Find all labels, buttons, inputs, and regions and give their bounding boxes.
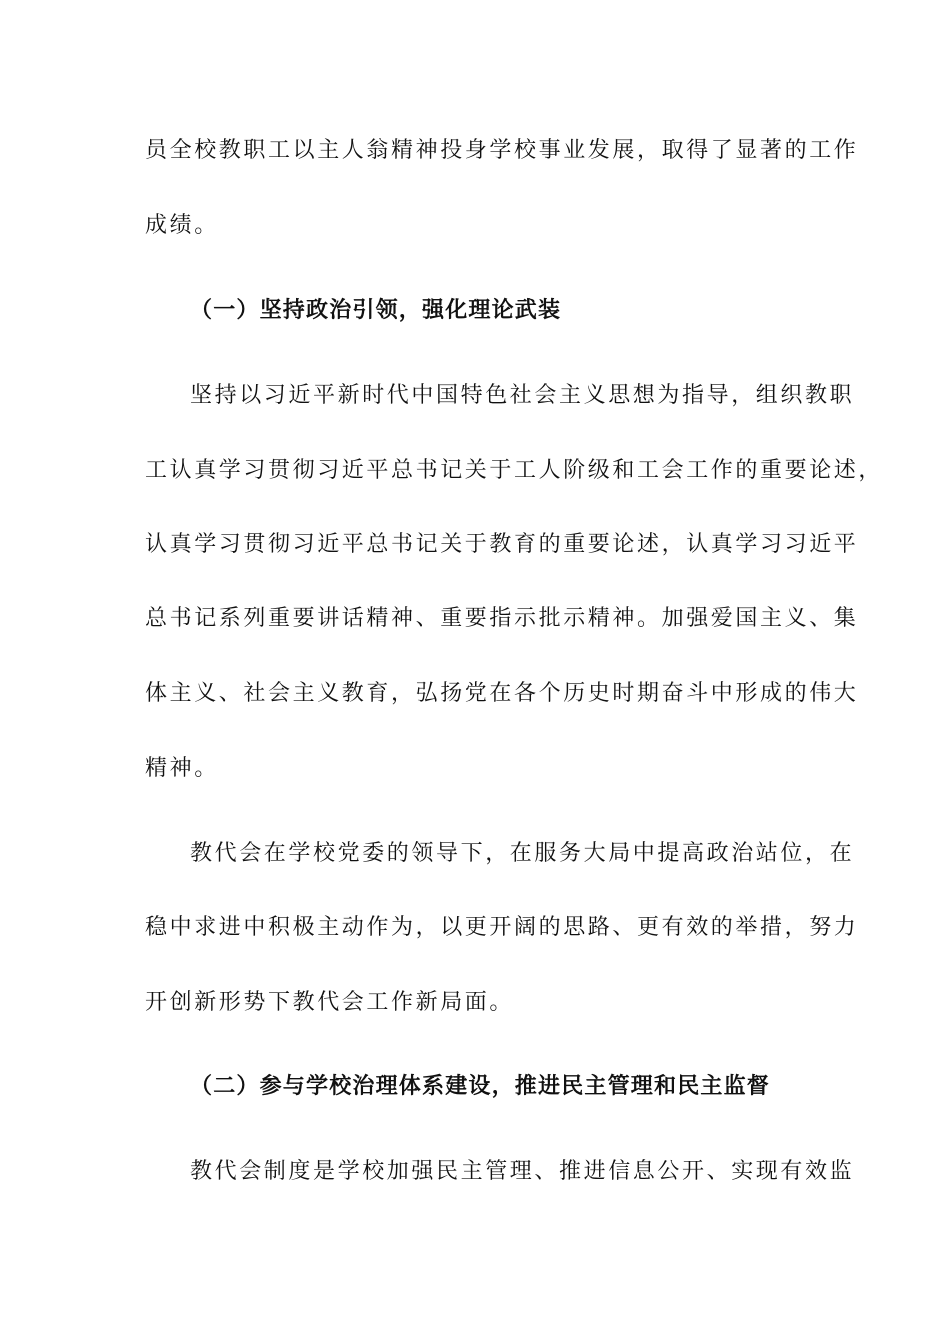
paragraph-line: 总书记系列重要讲话精神、重要指示批示精神。加强爱国主义、集 <box>145 606 859 631</box>
paragraph-line: 精神。 <box>145 756 219 781</box>
paragraph-line: 开创新形势下教代会工作新局面。 <box>145 990 515 1015</box>
paragraph-line: 稳中求进中积极主动作为，以更开阔的思路、更有效的举措，努力 <box>145 915 859 940</box>
paragraph-line: 工认真学习贯彻习近平总书记关于工人阶级和工会工作的重要论述， <box>145 458 884 483</box>
paragraph-line: 坚持以习近平新时代中国特色社会主义思想为指导，组织教职 <box>190 383 855 408</box>
paragraph-line: 认真学习贯彻习近平总书记关于教育的重要论述，认真学习习近平 <box>145 532 859 557</box>
paragraph-line: 员全校教职工以主人翁精神投身学校事业发展，取得了显著的工作 <box>145 138 859 163</box>
section-heading: （一）坚持政治引领，强化理论武装 <box>190 298 562 323</box>
paragraph-line: 教代会在学校党委的领导下，在服务大局中提高政治站位，在 <box>190 841 855 866</box>
section-heading: （二）参与学校治理体系建设，推进民主管理和民主监督 <box>190 1074 771 1099</box>
paragraph-line: 教代会制度是学校加强民主管理、推进信息公开、实现有效监 <box>190 1159 855 1184</box>
paragraph-line: 体主义、社会主义教育，弘扬党在各个历史时期奋斗中形成的伟大 <box>145 681 859 706</box>
paragraph-line: 成绩。 <box>145 213 219 238</box>
